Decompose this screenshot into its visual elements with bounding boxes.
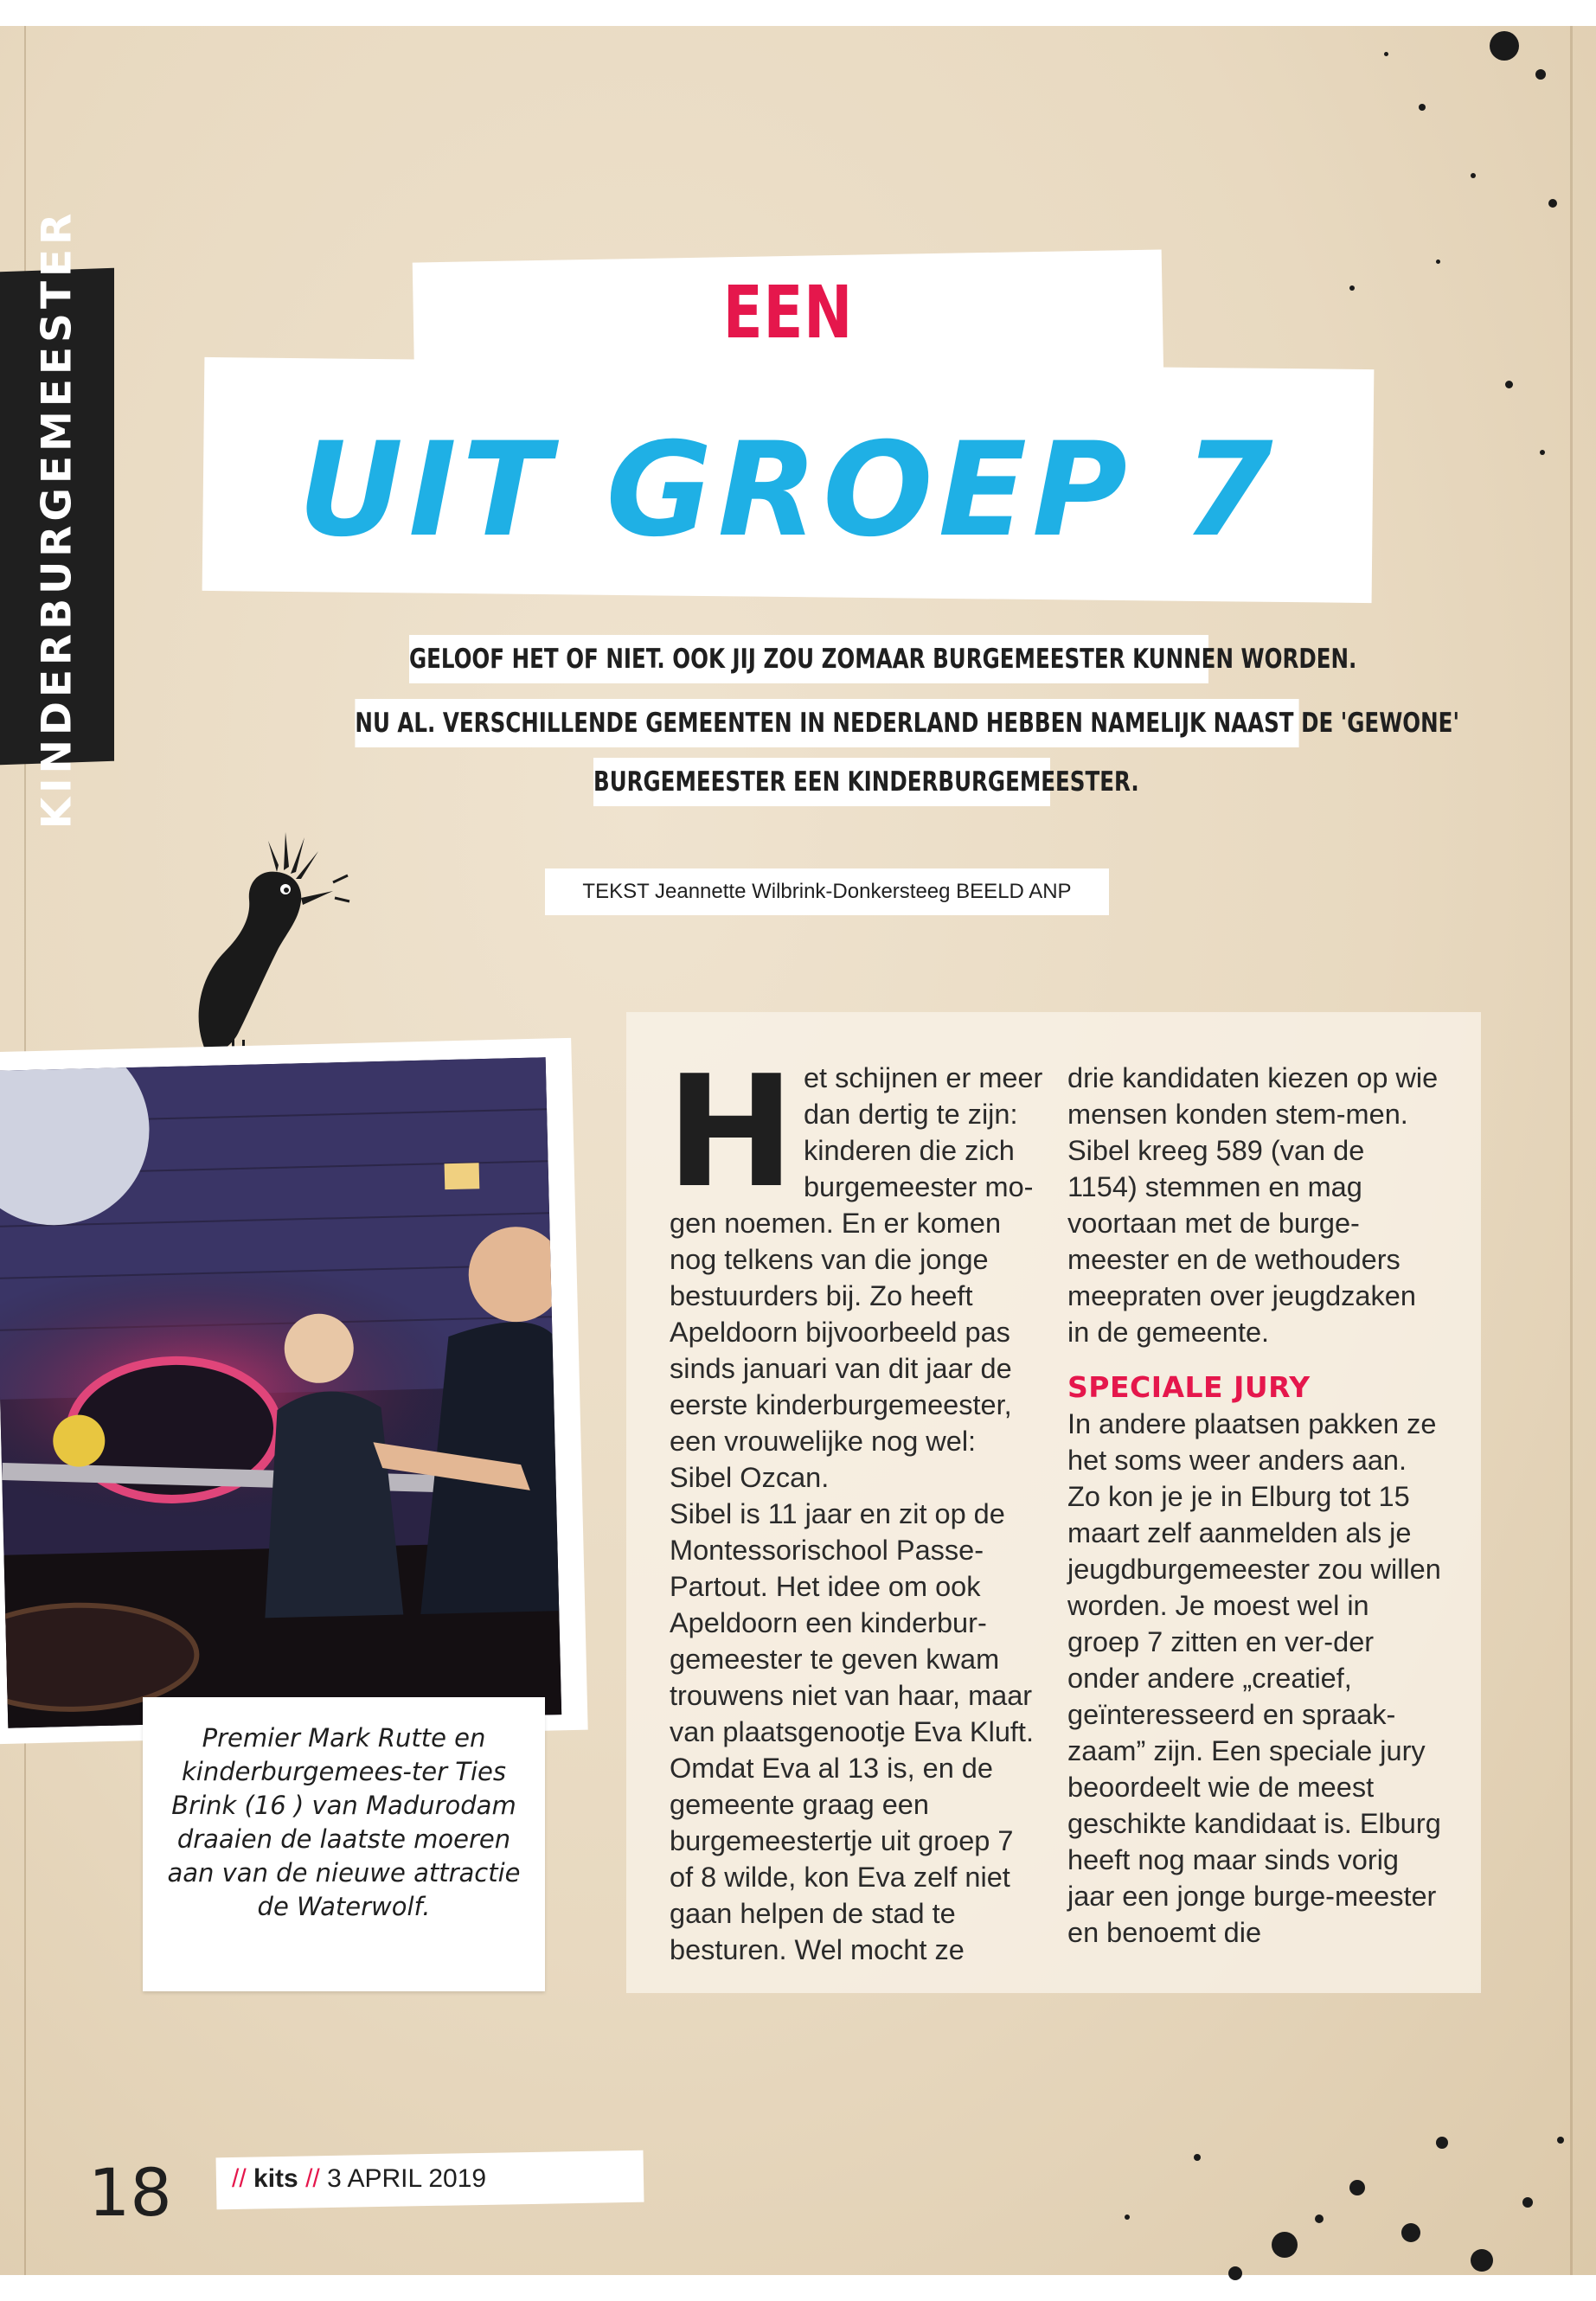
article-photo bbox=[0, 1057, 561, 1727]
photo-caption: Premier Mark Rutte en kinderburgemees-ter Ties Brink (16 ) van Madurodam draaien de laatste moeren aan van de nieuwe attractie de Waterwolf. bbox=[167, 1723, 521, 1921]
footer-publication bbox=[232, 2164, 486, 2194]
page-edge-line bbox=[1570, 26, 1573, 2275]
intro-line-3: BURGEMEESTER EEN KINDERBURGEMEESTER. bbox=[593, 758, 1050, 806]
article-paragraph: Sibel is 11 jaar en zit op de Montessorischool Passe-Partout. Het idee om ook Apeldoorn een kinderbur-gemeester te geven kwam trouwens niet van haar, maar van plaatsgenootje Eva Kluft. Omdat Eva al 13 is, en de gemeente graag een burgemeestertje uit groep 7 of 8 wilde, kon Eva zelf niet gaan helpen de stad te besturen. Wel mocht ze bbox=[670, 1498, 1034, 1965]
article-column-2 bbox=[1067, 1060, 1441, 1951]
article-paragraph: drie kandidaten kiezen op wie mensen konden stem-men. Sibel kreeg 589 (van de 1154) stemmen en mag voortaan met de burge-meester en de wethouders meepraten over jeugdzaken in de gemeente. bbox=[1067, 1062, 1439, 1348]
byline: TEKST Jeannette Wilbrink-Donkersteeg BEELD ANP bbox=[545, 868, 1109, 915]
intro-line-2: NU AL. VERSCHILLENDE GEMEENTEN IN NEDERLAND HEBBEN NAMELIJK NAAST DE 'GEWONE' bbox=[355, 699, 1298, 747]
page-number: 18 bbox=[88, 2154, 172, 2231]
section-label: KINDERBURGEMEESTER bbox=[33, 208, 81, 830]
article-column-1 bbox=[666, 1042, 1043, 1968]
footer-separator: // bbox=[232, 2164, 247, 2193]
article-subheading: SPECIALE JURY bbox=[1067, 1370, 1311, 1404]
footer-separator: // bbox=[305, 2164, 320, 2193]
page-title-line-1: EEN bbox=[722, 270, 854, 355]
bird-illustration-icon bbox=[156, 822, 363, 1064]
intro-line-1: GELOOF HET OF NIET. OOK JIJ ZOU ZOMAAR BURGEMEESTER KUNNEN WORDEN. bbox=[409, 635, 1208, 683]
drop-cap: H bbox=[666, 1042, 795, 1221]
issue-date: 3 APRIL 2019 bbox=[327, 2164, 487, 2193]
article-paragraph: In andere plaatsen pakken ze het soms weer anders aan. Zo kon je je in Elburg tot 15 maart zelf aanmelden als je jeugdburgemeester zou willen worden. Je moest wel in groep 7 zitten en ver-der onder andere „creatief, geïnteresseerd en spraak-zaam” zijn. Een speciale jury beoordeelt wie de meest geschikte kandidaat is. Elburg heeft nog maar sinds vorig jaar een jonge burge-meester en benoemt die bbox=[1067, 1408, 1441, 1948]
page-title-line-2: UIT GROEP 7 bbox=[298, 415, 1279, 566]
magazine-brand: kits bbox=[253, 2164, 298, 2193]
article-paragraph: et schijnen er meer dan dertig te zijn: kinderen die zich burgemeester mo-gen noemen. En er komen nog telkens van die jonge bestuurders bij. Zo heeft Apeldoorn bijvoorbeeld pas sinds januari van dit jaar de eerste kinderburgemeester, een vrouwelijke nog wel: Sibel Ozcan. bbox=[670, 1062, 1043, 1493]
